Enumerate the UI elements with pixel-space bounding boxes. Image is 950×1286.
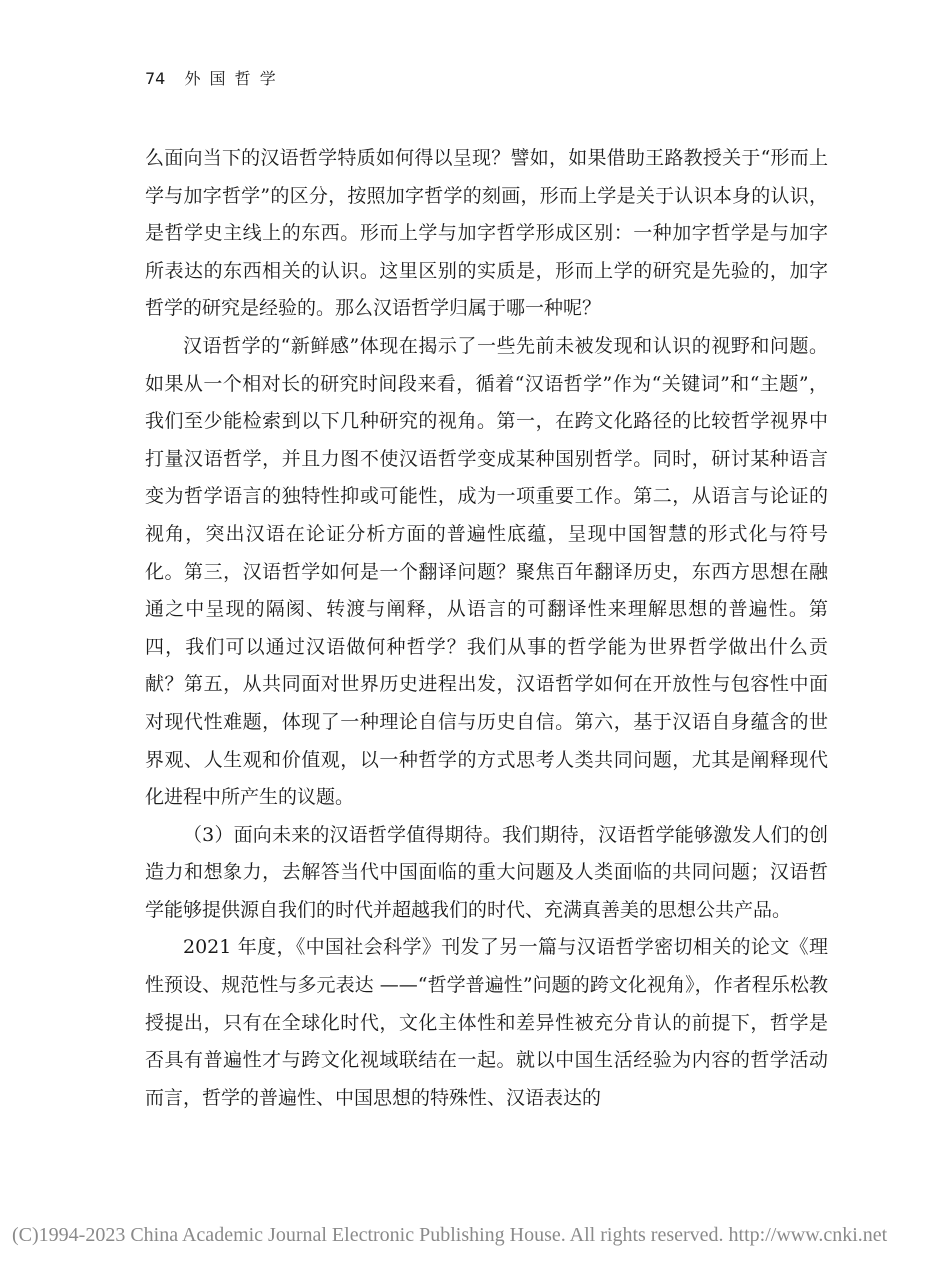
copyright-footer: (C)1994-2023 China Academic Journal Electronic Publishing House. All rights reserved. http://www.cnki.net [12, 1224, 888, 1246]
paragraph-3: （3）面向未来的汉语哲学值得期待。我们期待，汉语哲学能够激发人们的创造力和想象力，去解答当代中国面临的重大问题及人类面临的共同问题；汉语哲学能够提供源自我们的时代并超越我们的时代、充满真善美的思想公共产品。 [145, 823, 828, 921]
running-header [145, 66, 278, 89]
page-number: 74 [145, 69, 166, 88]
article-body [145, 140, 828, 1117]
paragraph-2: 汉语哲学的“新鲜感”体现在揭示了一些先前未被发现和认识的视野和问题。如果从一个相对长的研究时间段来看，循着“汉语哲学”作为“关键词”和“主题”，我们至少能检索到以下几种研究的视角。第一，在跨文化路径的比较哲学视界中打量汉语哲学，并且力图不使汉语哲学变成某种国别哲学。同时，研讨某种语言变为哲学语言的独特性抑或可能性，成为一项重要工作。第二，从语言与论证的视角，突出汉语在论证分析方面的普遍性底蕴，呈现中国智慧的形式化与符号化。第三，汉语哲学如何是一个翻译问题？聚焦百年翻译历史，东西方思想在融通之中呈现的隔阂、转渡与阐释，从语言的可翻译性来理解思想的普遍性。第四，我们可以通过汉语做何种哲学？我们从事的哲学能为世界哲学做出什么贡献？第五，从共同面对世界历史进程出发，汉语哲学如何在开放性与包容性中面对现代性难题，体现了一种理论自信与历史自信。第六，基于汉语自身蕴含的世界观、人生观和价值观，以一种哲学的方式思考人类共同问题，尤其是阐释现代化进程中所产生的议题。 [145, 334, 828, 809]
paragraph-1: 么面向当下的汉语哲学特质如何得以呈现？譬如，如果借助王路教授关于“形而上学与加字哲学”的区分，按照加字哲学的刻画，形而上学是关于认识本身的认识，是哲学史主线上的东西。形而上学与加字哲学形成区别：一种加字哲学是与加字所表达的东西相关的认识。这里区别的实质是，形而上学的研究是先验的，加字哲学的研究是经验的。那么汉语哲学归属于哪一种呢？ [145, 147, 828, 320]
journal-title: 外 国 哲 学 [184, 69, 278, 88]
paragraph-4: 2021 年度，《中国社会科学》刊发了另一篇与汉语哲学密切相关的论文《理性预设、规范性与多元表达 ——“哲学普遍性”问题的跨文化视角》，作者程乐松教授提出，只有在全球化时代，文化主体性和差异性被充分肯认的前提下，哲学是否具有普遍性才与跨文化视域联结在一起。就以中国生活经验为内容的哲学活动而言，哲学的普遍性、中国思想的特殊性、汉语表达的 [145, 936, 828, 1109]
